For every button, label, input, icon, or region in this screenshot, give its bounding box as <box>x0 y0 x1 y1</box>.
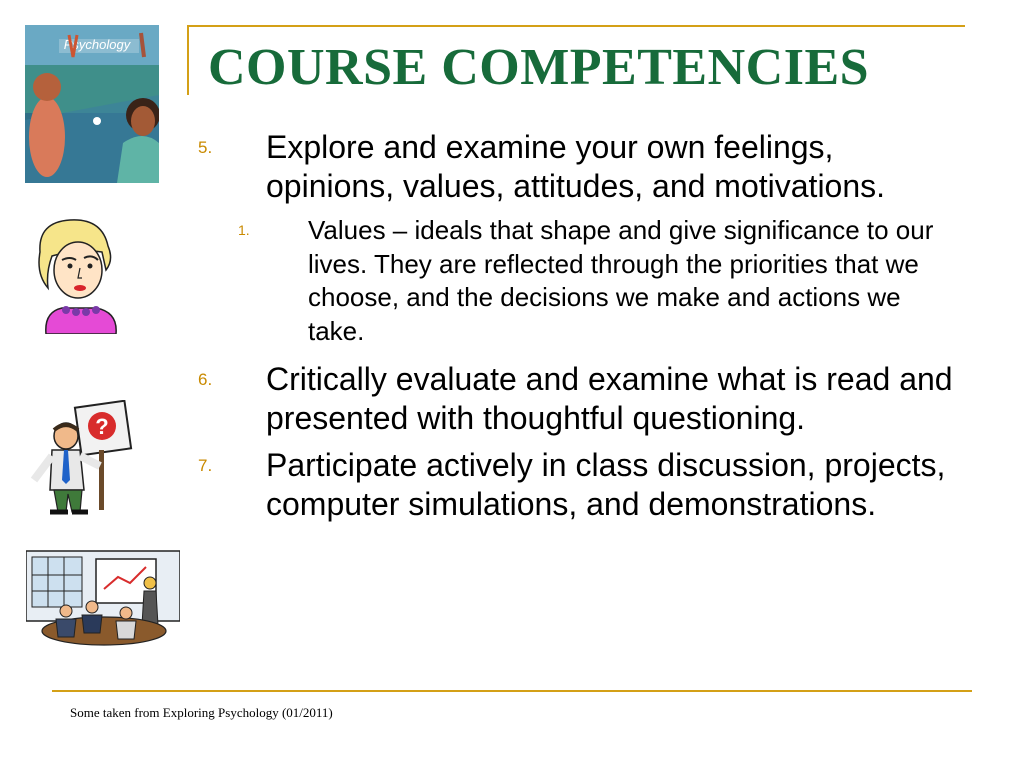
thinking-woman-clipart <box>32 216 122 334</box>
question-mark: ? <box>95 414 109 439</box>
list-item <box>198 128 958 206</box>
list-item <box>198 360 958 438</box>
footer-source: Some taken from Exploring Psychology (01/2011) <box>70 705 333 720</box>
title-accent-rule-horizontal <box>187 25 965 27</box>
item-text: Values – ideals that shape and give significance to our lives. They are reflected through the priorities that we choose, and the decisions we make and actions we take. <box>308 215 934 346</box>
meeting-clipart <box>26 545 180 649</box>
item-text: Explore and examine your own feelings, opinions, values, attitudes, and motivations. <box>266 129 886 204</box>
title-accent-rule-vertical <box>187 25 189 95</box>
item-number: 7. <box>198 456 213 475</box>
slide-title: COURSE COMPETENCIES <box>208 39 870 96</box>
item-number: 6. <box>198 370 213 389</box>
sub-list-item <box>238 214 958 348</box>
question-sign-man-clipart <box>26 400 136 518</box>
item-text: Critically evaluate and examine what is read and presented with thoughtful questioning. <box>266 361 953 436</box>
book-cover-image <box>25 25 159 183</box>
footer-rule <box>52 690 972 692</box>
book-cover-title: Psychology <box>63 37 131 52</box>
item-number: 1. <box>238 222 250 238</box>
competency-list <box>198 128 958 532</box>
item-text: Participate actively in class discussion, projects, computer simulations, and demonstrations. <box>266 447 946 522</box>
item-number: 5. <box>198 138 213 157</box>
list-item <box>198 446 958 524</box>
